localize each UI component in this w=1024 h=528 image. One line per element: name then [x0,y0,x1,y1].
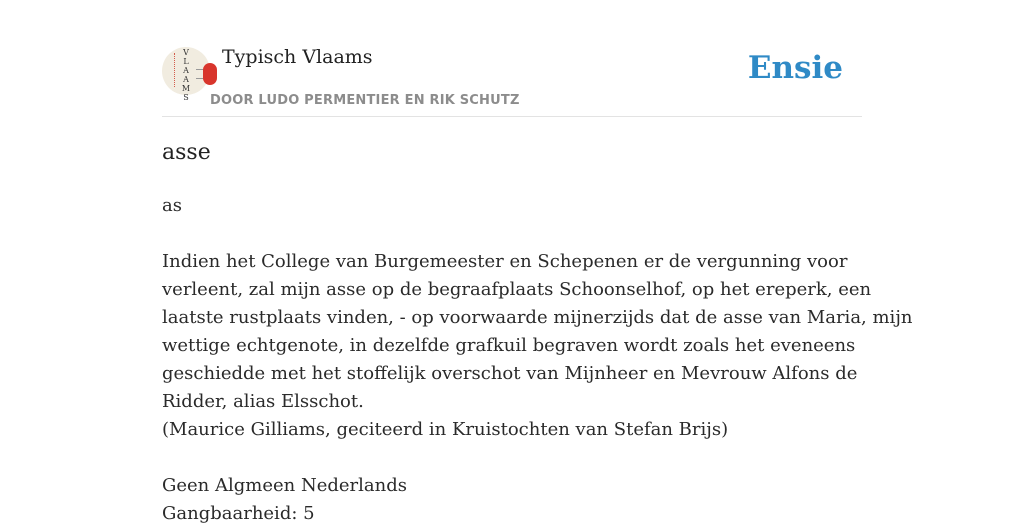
quote-attribution: (Maurice Gilliams, geciteerd in Kruistochten van Stefan Brijs) [162,419,729,440]
definition-line: wettige echtgenote, in dezelfde grafkuil begraven wordt zoals het eveneens [162,335,856,356]
blog-authors: DOOR LUDO PERMENTIER EN RIK SCHUTZ [210,93,520,108]
definition-line: Ridder, alias Elsschot. [162,391,364,412]
definition-line: geschiedde met het stoffelijk overschot van Mijnheer en Mevrouw Alfons de [162,363,858,384]
definition-line: laatste rustplaats vinden, - op voorwaarde mijnerzijds dat de asse van Maria, mijn [162,307,913,328]
usage-frequency: Gangbaarheid: 5 [162,503,315,524]
site-header [162,40,862,117]
ensie-logo[interactable]: Ensie [747,50,843,86]
definition-line [162,444,882,472]
language-note: Geen Algmeen Nederlands [162,475,407,496]
avatar-logo-letters: V L A A M S [181,48,191,102]
avatar-red-mark [203,63,217,85]
entry-definition [162,192,913,528]
definition-line: as [162,195,182,216]
definition-line [162,220,882,248]
definition-line: verleent, zal mijn asse op de begraafplaats Schoonselhof, op het ereperk, een [162,279,872,300]
blog-title[interactable]: Typisch Vlaams [222,46,373,68]
definition-line: Indien het College van Burgemeester en Schepenen er de vergunning voor [162,251,848,272]
blog-avatar[interactable] [162,47,210,102]
entry-title: asse [162,140,211,165]
